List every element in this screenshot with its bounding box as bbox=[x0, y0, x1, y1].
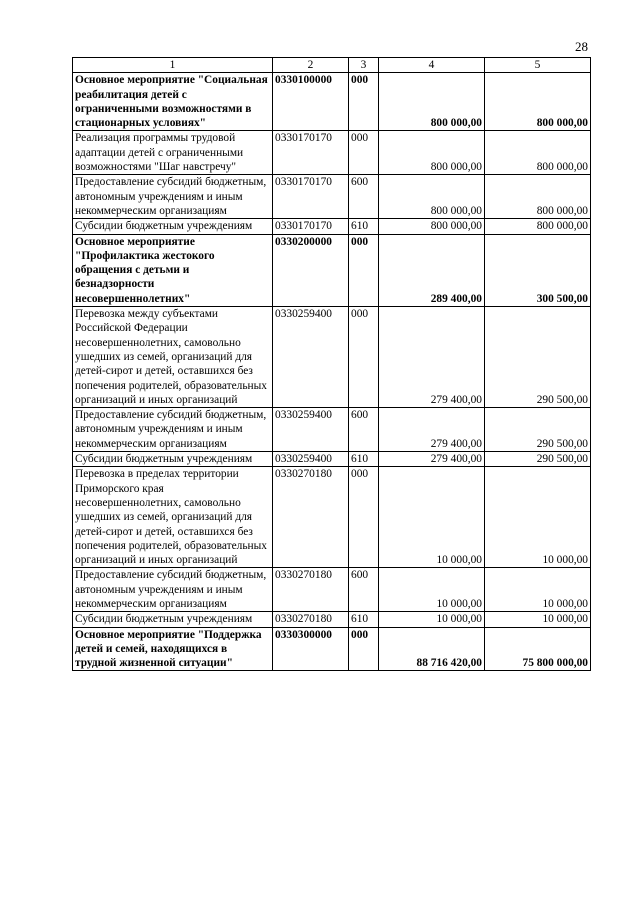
row-amount-1-cell: 10 000,00 bbox=[379, 568, 485, 612]
table-row bbox=[73, 452, 591, 467]
table-row bbox=[73, 408, 591, 452]
row-amount-1-cell: 10 000,00 bbox=[379, 612, 485, 627]
row-name-cell: Предоставление субсидий бюджетным, автономным учреждениям и иным некоммерческим организациям bbox=[73, 408, 273, 452]
row-type-cell: 600 bbox=[349, 408, 379, 452]
row-amount-1-cell: 279 400,00 bbox=[379, 408, 485, 452]
row-amount-2-cell: 800 000,00 bbox=[485, 219, 591, 234]
row-name-cell: Субсидии бюджетным учреждениям bbox=[73, 219, 273, 234]
row-amount-1-cell: 800 000,00 bbox=[379, 131, 485, 175]
row-code-cell: 0330259400 bbox=[273, 452, 349, 467]
row-type-cell: 000 bbox=[349, 73, 379, 131]
row-amount-1-cell: 289 400,00 bbox=[379, 234, 485, 306]
row-code-cell: 0330270180 bbox=[273, 612, 349, 627]
row-name-cell: Основное мероприятие "Профилактика жестокого обращения с детьми и безнадзорности несовершеннолетних" bbox=[73, 234, 273, 306]
row-name-cell: Перевозка в пределах территории Приморского края несовершеннолетних, самовольно ушедших из семей, организаций для детей-сирот и детей, оставшихся без попечения родителей, образовательных организаций и иных организаций bbox=[73, 467, 273, 568]
row-name-cell: Основное мероприятие "Поддержка детей и семей, находящихся в трудной жизненной ситуации" bbox=[73, 627, 273, 671]
row-name-cell: Перевозка между субъектами Российской Федерации несовершеннолетних, самовольно ушедших из семей, организаций для детей-сирот и детей, оставшихся без попечения родителей, образовательных организаций и иных организаций bbox=[73, 307, 273, 408]
column-header-5: 5 bbox=[485, 58, 591, 73]
row-amount-2-cell: 10 000,00 bbox=[485, 568, 591, 612]
budget-table bbox=[72, 57, 591, 671]
row-amount-1-cell: 88 716 420,00 bbox=[379, 627, 485, 671]
row-code-cell: 0330170170 bbox=[273, 219, 349, 234]
row-amount-1-cell: 10 000,00 bbox=[379, 467, 485, 568]
column-header-2: 2 bbox=[273, 58, 349, 73]
row-code-cell: 0330259400 bbox=[273, 307, 349, 408]
row-amount-1-cell: 279 400,00 bbox=[379, 452, 485, 467]
row-name-cell: Предоставление субсидий бюджетным, автономным учреждениям и иным некоммерческим организациям bbox=[73, 568, 273, 612]
row-code-cell: 0330259400 bbox=[273, 408, 349, 452]
row-code-cell: 0330270180 bbox=[273, 467, 349, 568]
column-header-1: 1 bbox=[73, 58, 273, 73]
page-number: 28 bbox=[575, 39, 588, 54]
row-type-cell: 000 bbox=[349, 307, 379, 408]
row-code-cell: 0330170170 bbox=[273, 131, 349, 175]
row-type-cell: 610 bbox=[349, 612, 379, 627]
row-amount-2-cell: 290 500,00 bbox=[485, 408, 591, 452]
row-name-cell: Основное мероприятие "Социальная реабилитация детей с ограниченными возможностями в стационарных условиях" bbox=[73, 73, 273, 131]
column-header-3: 3 bbox=[349, 58, 379, 73]
row-type-cell: 610 bbox=[349, 452, 379, 467]
table-row bbox=[73, 467, 591, 568]
row-amount-2-cell: 10 000,00 bbox=[485, 467, 591, 568]
table-row bbox=[73, 307, 591, 408]
table-row bbox=[73, 131, 591, 175]
row-name-cell: Субсидии бюджетным учреждениям bbox=[73, 612, 273, 627]
row-code-cell: 0330100000 bbox=[273, 73, 349, 131]
row-type-cell: 610 bbox=[349, 219, 379, 234]
row-amount-2-cell: 290 500,00 bbox=[485, 307, 591, 408]
row-type-cell: 600 bbox=[349, 568, 379, 612]
table-row bbox=[73, 175, 591, 219]
row-amount-2-cell: 800 000,00 bbox=[485, 131, 591, 175]
table-row bbox=[73, 627, 591, 671]
row-amount-2-cell: 290 500,00 bbox=[485, 452, 591, 467]
row-code-cell: 0330270180 bbox=[273, 568, 349, 612]
row-amount-1-cell: 800 000,00 bbox=[379, 73, 485, 131]
row-type-cell: 600 bbox=[349, 175, 379, 219]
row-code-cell: 0330300000 bbox=[273, 627, 349, 671]
table-row bbox=[73, 73, 591, 131]
row-amount-2-cell: 800 000,00 bbox=[485, 73, 591, 131]
column-header-4: 4 bbox=[379, 58, 485, 73]
row-amount-1-cell: 800 000,00 bbox=[379, 175, 485, 219]
row-amount-1-cell: 800 000,00 bbox=[379, 219, 485, 234]
row-name-cell: Субсидии бюджетным учреждениям bbox=[73, 452, 273, 467]
table-header-row bbox=[73, 58, 591, 73]
row-type-cell: 000 bbox=[349, 467, 379, 568]
row-amount-2-cell: 10 000,00 bbox=[485, 612, 591, 627]
row-name-cell: Реализация программы трудовой адаптации детей с ограниченными возможностями "Шаг навстречу" bbox=[73, 131, 273, 175]
table-row bbox=[73, 568, 591, 612]
row-type-cell: 000 bbox=[349, 627, 379, 671]
row-amount-2-cell: 75 800 000,00 bbox=[485, 627, 591, 671]
table-row bbox=[73, 612, 591, 627]
row-amount-1-cell: 279 400,00 bbox=[379, 307, 485, 408]
table-row bbox=[73, 219, 591, 234]
row-code-cell: 0330200000 bbox=[273, 234, 349, 306]
row-amount-2-cell: 300 500,00 bbox=[485, 234, 591, 306]
table-body bbox=[73, 58, 591, 671]
row-type-cell: 000 bbox=[349, 234, 379, 306]
table-row bbox=[73, 234, 591, 306]
row-amount-2-cell: 800 000,00 bbox=[485, 175, 591, 219]
row-type-cell: 000 bbox=[349, 131, 379, 175]
row-code-cell: 0330170170 bbox=[273, 175, 349, 219]
row-name-cell: Предоставление субсидий бюджетным, автономным учреждениям и иным некоммерческим организациям bbox=[73, 175, 273, 219]
